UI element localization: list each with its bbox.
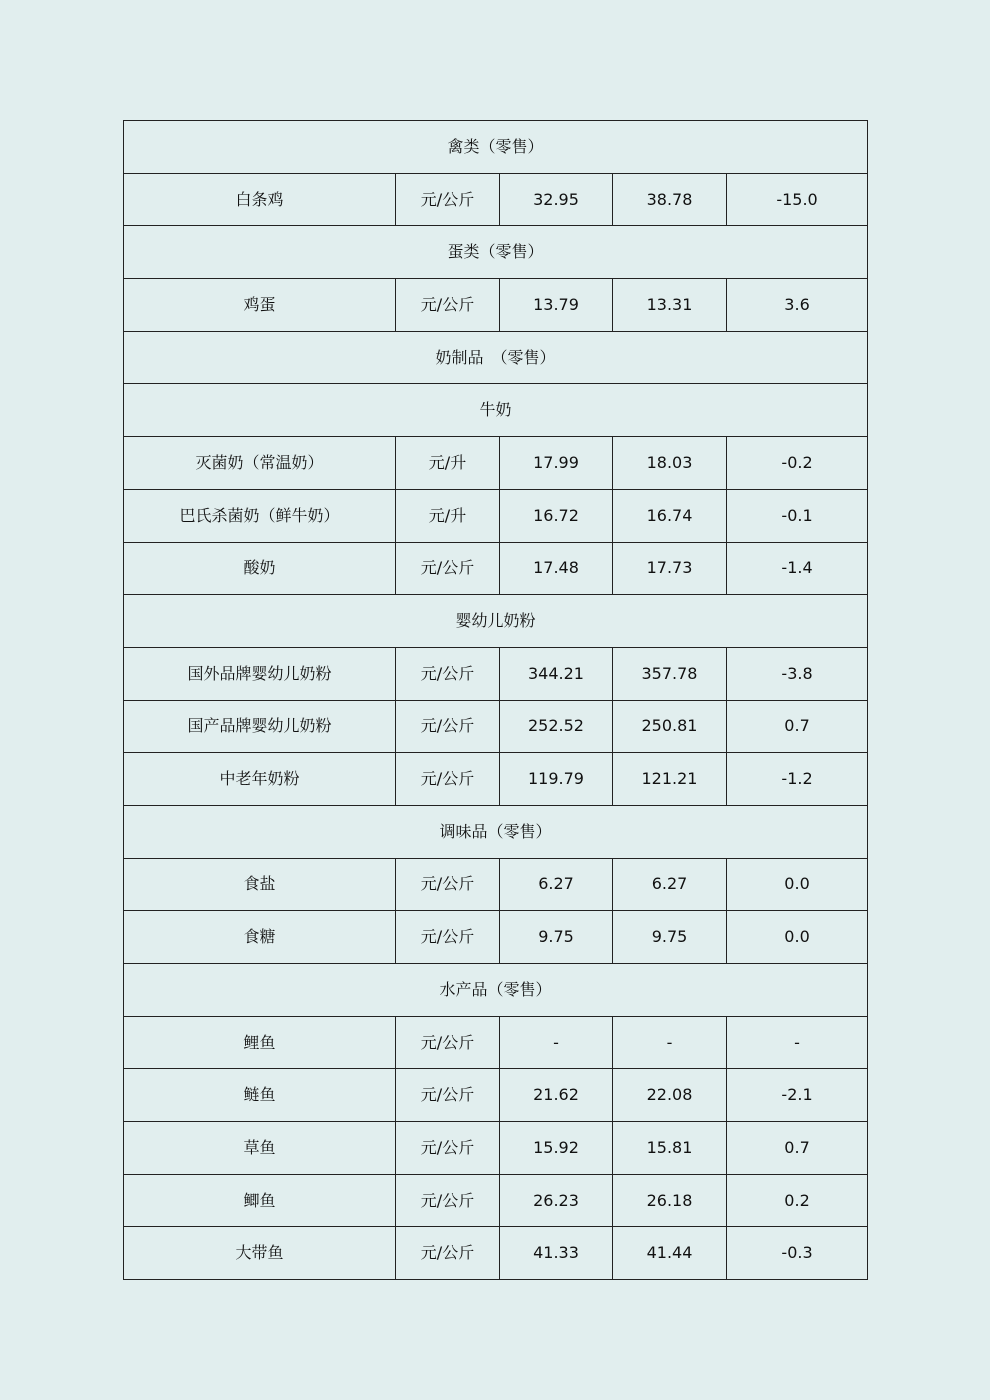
item-name-cell: 鸡蛋 — [124, 279, 396, 332]
section-title: 婴幼儿奶粉 — [124, 595, 868, 648]
unit-cell: 元/公斤 — [396, 858, 500, 911]
change-percent-cell: -3.8 — [727, 647, 868, 700]
current-price-cell: 17.48 — [500, 542, 613, 595]
table-row — [124, 1016, 868, 1069]
unit-cell: 元/公斤 — [396, 173, 500, 226]
change-percent-cell: -15.0 — [727, 173, 868, 226]
table-row — [124, 911, 868, 964]
unit-cell: 元/公斤 — [396, 1174, 500, 1227]
item-name-cell: 中老年奶粉 — [124, 753, 396, 806]
section-title: 禽类（零售） — [124, 121, 868, 174]
current-price-cell: 21.62 — [500, 1069, 613, 1122]
unit-cell: 元/公斤 — [396, 1122, 500, 1175]
previous-price-cell: - — [613, 1016, 727, 1069]
change-percent-cell: - — [727, 1016, 868, 1069]
previous-price-cell: 38.78 — [613, 173, 727, 226]
section-header-row — [124, 964, 868, 1017]
current-price-cell: 344.21 — [500, 647, 613, 700]
unit-cell: 元/公斤 — [396, 647, 500, 700]
table-row — [124, 437, 868, 490]
table-row — [124, 700, 868, 753]
previous-price-cell: 357.78 — [613, 647, 727, 700]
table-row — [124, 753, 868, 806]
change-percent-cell: 0.7 — [727, 1122, 868, 1175]
current-price-cell: 32.95 — [500, 173, 613, 226]
price-table-body — [124, 121, 868, 1280]
unit-cell: 元/公斤 — [396, 1016, 500, 1069]
current-price-cell: 41.33 — [500, 1227, 613, 1280]
unit-cell: 元/升 — [396, 489, 500, 542]
previous-price-cell: 15.81 — [613, 1122, 727, 1175]
section-header-row — [124, 805, 868, 858]
current-price-cell: 16.72 — [500, 489, 613, 542]
item-name-cell: 白条鸡 — [124, 173, 396, 226]
item-name-cell: 食糖 — [124, 911, 396, 964]
change-percent-cell: 0.7 — [727, 700, 868, 753]
section-header-row — [124, 331, 868, 384]
section-header-row — [124, 595, 868, 648]
change-percent-cell: -1.4 — [727, 542, 868, 595]
previous-price-cell: 13.31 — [613, 279, 727, 332]
unit-cell: 元/公斤 — [396, 753, 500, 806]
unit-cell: 元/公斤 — [396, 911, 500, 964]
previous-price-cell: 6.27 — [613, 858, 727, 911]
change-percent-cell: -0.1 — [727, 489, 868, 542]
table-row — [124, 1069, 868, 1122]
change-percent-cell: -0.2 — [727, 437, 868, 490]
change-percent-cell: -2.1 — [727, 1069, 868, 1122]
current-price-cell: 26.23 — [500, 1174, 613, 1227]
table-row — [124, 647, 868, 700]
change-percent-cell: 0.0 — [727, 858, 868, 911]
section-header-row — [124, 121, 868, 174]
previous-price-cell: 17.73 — [613, 542, 727, 595]
change-percent-cell: -0.3 — [727, 1227, 868, 1280]
current-price-cell: 17.99 — [500, 437, 613, 490]
current-price-cell: 9.75 — [500, 911, 613, 964]
item-name-cell: 国外品牌婴幼儿奶粉 — [124, 647, 396, 700]
unit-cell: 元/公斤 — [396, 1227, 500, 1280]
previous-price-cell: 22.08 — [613, 1069, 727, 1122]
table-row — [124, 1122, 868, 1175]
table-row — [124, 542, 868, 595]
table-row — [124, 1174, 868, 1227]
section-title: 牛奶 — [124, 384, 868, 437]
item-name-cell: 鲫鱼 — [124, 1174, 396, 1227]
previous-price-cell: 250.81 — [613, 700, 727, 753]
table-row — [124, 279, 868, 332]
unit-cell: 元/公斤 — [396, 279, 500, 332]
previous-price-cell: 41.44 — [613, 1227, 727, 1280]
previous-price-cell: 9.75 — [613, 911, 727, 964]
unit-cell: 元/公斤 — [396, 542, 500, 595]
item-name-cell: 食盐 — [124, 858, 396, 911]
section-title: 奶制品 （零售） — [124, 331, 868, 384]
item-name-cell: 鲤鱼 — [124, 1016, 396, 1069]
table-row — [124, 173, 868, 226]
item-name-cell: 灭菌奶（常温奶） — [124, 437, 396, 490]
current-price-cell: 252.52 — [500, 700, 613, 753]
change-percent-cell: 0.0 — [727, 911, 868, 964]
current-price-cell: 15.92 — [500, 1122, 613, 1175]
unit-cell: 元/公斤 — [396, 700, 500, 753]
item-name-cell: 酸奶 — [124, 542, 396, 595]
section-title: 调味品（零售） — [124, 805, 868, 858]
change-percent-cell: 0.2 — [727, 1174, 868, 1227]
item-name-cell: 巴氏杀菌奶（鲜牛奶） — [124, 489, 396, 542]
unit-cell: 元/公斤 — [396, 1069, 500, 1122]
item-name-cell: 鲢鱼 — [124, 1069, 396, 1122]
previous-price-cell: 26.18 — [613, 1174, 727, 1227]
previous-price-cell: 121.21 — [613, 753, 727, 806]
item-name-cell: 草鱼 — [124, 1122, 396, 1175]
item-name-cell: 国产品牌婴幼儿奶粉 — [124, 700, 396, 753]
section-title: 水产品（零售） — [124, 964, 868, 1017]
table-row — [124, 1227, 868, 1280]
previous-price-cell: 16.74 — [613, 489, 727, 542]
change-percent-cell: -1.2 — [727, 753, 868, 806]
section-title: 蛋类（零售） — [124, 226, 868, 279]
item-name-cell: 大带鱼 — [124, 1227, 396, 1280]
current-price-cell: 119.79 — [500, 753, 613, 806]
table-row — [124, 858, 868, 911]
price-table — [123, 120, 868, 1280]
current-price-cell: 6.27 — [500, 858, 613, 911]
table-row — [124, 489, 868, 542]
current-price-cell: 13.79 — [500, 279, 613, 332]
unit-cell: 元/升 — [396, 437, 500, 490]
previous-price-cell: 18.03 — [613, 437, 727, 490]
current-price-cell: - — [500, 1016, 613, 1069]
section-header-row — [124, 226, 868, 279]
section-header-row — [124, 384, 868, 437]
change-percent-cell: 3.6 — [727, 279, 868, 332]
